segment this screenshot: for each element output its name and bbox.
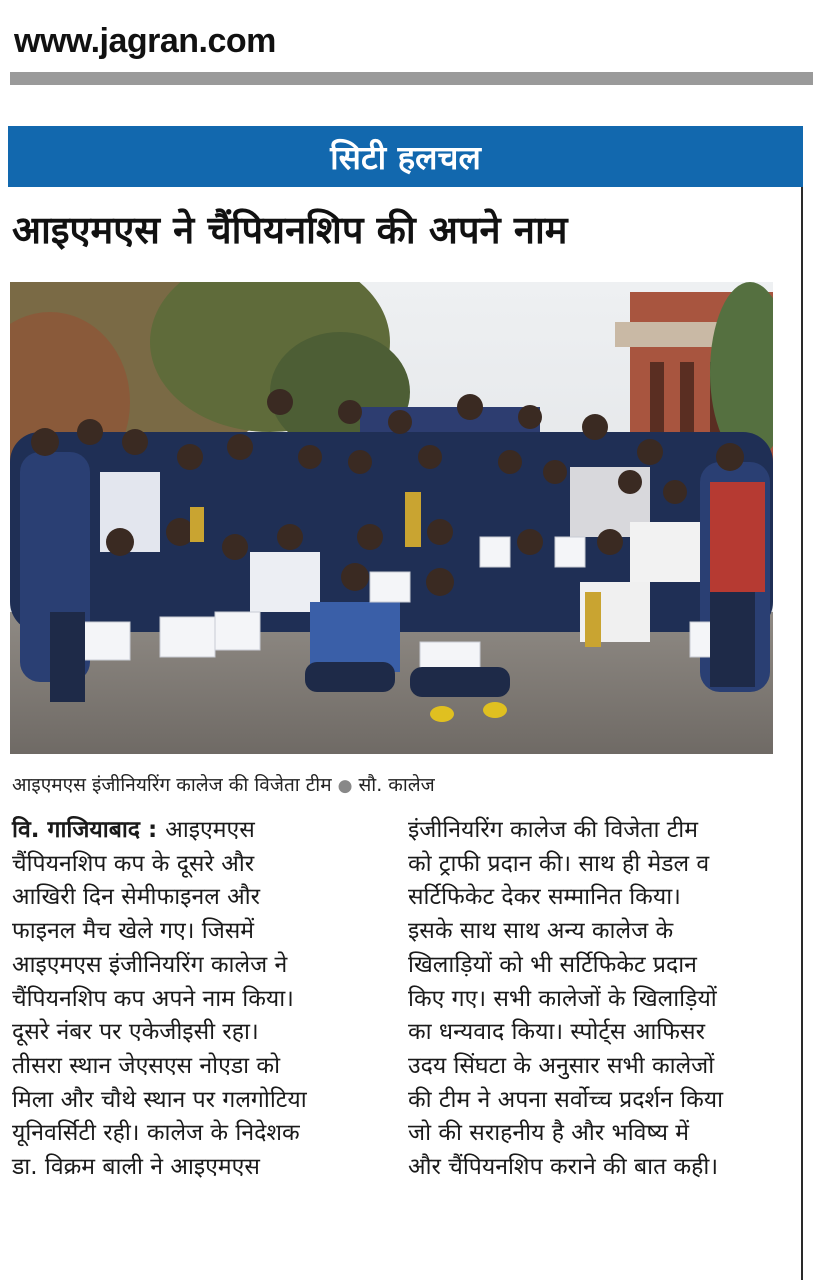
site-url: www.jagran.com [14,22,276,60]
article-column-right [408,814,788,1185]
article-column-left [12,814,377,1185]
section-title: सिटी हलचल [330,138,481,177]
article-headline: आइएमएस ने चैंपियनशिप की अपने नाम [12,208,568,252]
article-line: का धन्यवाद किया। स्पोर्ट्स आफिसर [408,1019,705,1046]
article-line: दूसरे नंबर पर एकेजीइसी रहा। [12,1019,259,1046]
article-line: आइएमएस इंजीनियरिंग कालेज ने [12,951,288,978]
article-line: की टीम ने अपना सर्वोच्च प्रदर्शन किया [408,1086,724,1113]
article-line: चैंपियनशिप कप के दूसरे और [12,850,255,877]
dateline: वि. गाजियाबाद [12,817,141,843]
photo-caption: आइएमएस इंजीनियरिंग कालेज की विजेता टीम [12,774,332,796]
column-border [801,126,803,1280]
article-line: को ट्राफी प्रदान की। साथ ही मेडल व [408,850,710,877]
article-line: उदय सिंघटा के अनुसार सभी कालेजों [408,1052,715,1079]
article-line: इंजीनियरिंग कालेज की विजेता टीम [408,817,699,843]
article-line-text: आइएमएस [165,817,255,843]
article-line: सर्टिफिकेट देकर सम्मानित किया। [408,884,681,911]
photo-caption-line [12,771,792,797]
article-line: तीसरा स्थान जेएसएस नोएडा को [12,1052,281,1079]
article-line: आखिरी दिन सेमीफाइनल और [12,884,261,911]
team-photo [10,282,773,754]
article-line: किए गए। सभी कालेजों के खिलाड़ियों [408,985,717,1012]
article-line: डा. विक्रम बाली ने आइएमएस [12,1154,260,1181]
article-line [12,814,377,848]
header-rule [10,72,813,85]
article-line: मिला और चौथे स्थान पर गलगोटिया [12,1086,307,1113]
article-line: यूनिवर्सिटी रही। कालेज के निदेशक [12,1120,300,1147]
article-line: इसके साथ साथ अन्य कालेज के [408,918,674,945]
article-line: और चैंपियनशिप कराने की बात कही। [408,1154,719,1181]
article-line: चैंपियनशिप कप अपने नाम किया। [12,985,294,1012]
bullet-dot-icon: ● [337,776,353,796]
dateline-separator: : [140,817,166,843]
article-line: जो की सराहनीय है और भविष्य में [408,1120,690,1147]
photo-credit: सौ. कालेज [358,774,435,796]
section-banner [8,126,803,187]
article-line: फाइनल मैच खेले गए। जिसमें [12,918,255,945]
article-line: खिलाड़ियों को भी सर्टिफिकेट प्रदान [408,951,697,978]
